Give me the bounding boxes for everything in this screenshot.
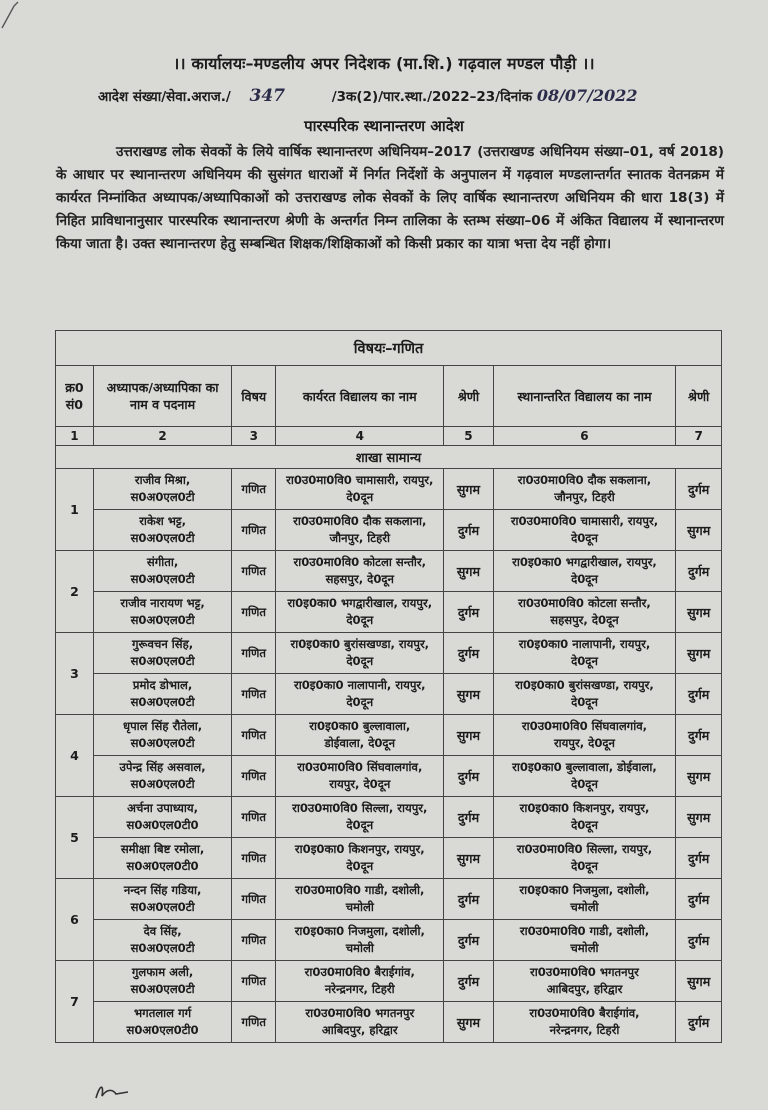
current-school-line: रा0इ0का0 भगद्वारीखाल, रायपुर,	[287, 596, 433, 610]
order-suffix: /3क(2)/पार.स्था./2022–23/दिनांक	[331, 89, 533, 105]
current-category-line: दुर्गम	[457, 891, 480, 907]
transfer-category-line: सुगम	[687, 809, 711, 825]
current-school-line: रा0इ0का0 बुल्लावाला,	[309, 719, 411, 733]
col-subject: विषय	[232, 366, 276, 427]
transfer-school-line: रा0उ0मा0वि0 सिल्ला, रायपुर,	[516, 842, 653, 856]
current-school-line: चमोली	[345, 941, 374, 955]
teacher-name-line: स0अ0एल0टी	[130, 490, 195, 504]
transfer-category	[676, 715, 722, 756]
teacher-name-line: भगतलाल गर्ग	[134, 1006, 192, 1020]
current-category	[444, 838, 493, 879]
col-num: 4	[276, 427, 444, 446]
teacher-name-line: स0अ0एल0टी	[130, 572, 195, 586]
serial-number-line: 7	[70, 994, 79, 1009]
teacher-name	[93, 838, 231, 879]
teacher-name-line: धृपाल सिंह रौतेला,	[122, 719, 203, 733]
order-number: 347	[249, 86, 285, 106]
current-school	[276, 961, 444, 1002]
subject-cell-line: गणित	[241, 481, 267, 496]
transfer-school-line: जौनपुर, टिहरी	[554, 490, 615, 504]
serial-number	[56, 469, 94, 551]
subject-cell-line: गणित	[241, 768, 267, 783]
order-body	[56, 141, 724, 256]
current-school-line: चमोली	[345, 900, 374, 914]
teacher-name-line: गुरूवचन सिंह,	[131, 637, 194, 651]
table-row	[56, 674, 722, 715]
transfer-school-line: चमोली	[570, 941, 599, 955]
transfer-school	[493, 838, 676, 879]
serial-number	[56, 879, 94, 961]
serial-number-line: 4	[70, 748, 79, 763]
current-school	[276, 797, 444, 838]
teacher-name	[93, 797, 231, 838]
office-header: ।। कार्यालयः–मण्डलीय अपर निदेशक (मा.शि.) गढ़वाल मण्डल पौड़ी ।।	[173, 54, 595, 73]
teacher-name-line: स0अ0एल0टी0	[126, 1023, 199, 1037]
subject-cell	[232, 633, 276, 674]
current-category-line: दुर्गम	[457, 768, 480, 784]
current-category	[444, 715, 493, 756]
teacher-name-line: स0अ0एल0टी	[130, 736, 195, 750]
teacher-name-line: संगीता,	[146, 555, 179, 569]
teacher-name	[93, 715, 231, 756]
teacher-name	[93, 633, 231, 674]
transfer-school	[493, 920, 676, 961]
current-school-line: दे0दून	[346, 859, 374, 873]
transfer-school	[493, 592, 676, 633]
current-school-line: रा0उ0मा0वि0 दौक सकलाना,	[293, 514, 427, 528]
transfer-category	[676, 920, 722, 961]
current-school-line: रा0उ0मा0वि0 सिल्ला, रायपुर,	[292, 801, 428, 815]
current-category-line: सुगम	[456, 727, 481, 743]
serial-number	[56, 961, 94, 1043]
current-school	[276, 633, 444, 674]
table-row	[56, 469, 722, 510]
teacher-name	[93, 469, 231, 510]
order-prefix: आदेश संख्या/सेवा.अराज./	[98, 89, 231, 105]
current-school-line: रा0उ0मा0वि0 कोटला सन्तौर,	[293, 555, 427, 569]
transfer-category-line: दुर्गम	[688, 1014, 710, 1030]
col-category: श्रेणी	[444, 366, 493, 427]
current-school-line: रा0इ0का0 निजमुला, दशोली,	[294, 924, 425, 938]
column-number-row	[56, 427, 722, 446]
col-transfer-category: श्रेणी	[676, 366, 722, 427]
current-school-line: रा0उ0मा0वि0 गाडी, दशोली,	[295, 883, 425, 897]
transfer-school-line: रा0इ0का0 बुल्लावाला, डोईवाला,	[512, 760, 657, 774]
current-school	[276, 551, 444, 592]
body-paragraph: उत्तराखण्ड लोक सेवकों के लिये वार्षिक स्थानान्तरण अधिनियम–2017 (उत्तराखण्ड अधिनियम संख्या–01, वर्ष 2018) के आधार पर स्थानान्तरण अधिनियम की सुसंगत धाराओं में निर्गत निर्देशों के अनुपालन में गढ़वाल मण्डलान्तर्गत स्नातक वेतनक्रम में कार्यरत निम्नांकित अध्यापक/अध्यापिकाओं को उत्तराखण्ड लोक सेवकों के लिए वार्षिक स्थानान्तरण अधिनियम की धारा 18(3) में निहित प्राविधानानुसार पारस्परिक स्थानान्तरण श्रेणी के अन्तर्गत निम्न तालिका के स्तम्भ संख्या–06 में अंकित विद्यालय में स्थानान्तरण किया जाता है। उक्त स्थानान्तरण हेतु सम्बन्धित शिक्षक/शिक्षिकाओं को किसी प्रकार का यात्रा भत्ता देय नहीं होगा।	[56, 144, 724, 252]
subject-cell-line: गणित	[241, 563, 267, 578]
subject-cell-line: गणित	[241, 727, 267, 742]
teacher-name-line: राजीव मिश्रा,	[134, 473, 191, 487]
teacher-name-line: स0अ0एल0टी	[130, 654, 195, 668]
transfer-category	[676, 879, 722, 920]
serial-number	[56, 715, 94, 797]
transfer-school-line: दे0दून	[571, 654, 598, 668]
teacher-name	[93, 756, 231, 797]
current-school	[276, 879, 444, 920]
transfer-school-line: सहसपुर, दे0दून	[550, 613, 619, 627]
transfer-school-line: दे0दून	[571, 531, 598, 545]
current-school	[276, 756, 444, 797]
teacher-name	[93, 592, 231, 633]
subject-cell	[232, 797, 276, 838]
branch-row	[56, 446, 722, 469]
col-transfer-school: स्थानान्तरित विद्यालय का नाम	[493, 366, 676, 427]
transfer-category	[676, 592, 722, 633]
transfer-school-line: रा0इ0का0 नालापानी, रायपुर,	[518, 637, 651, 651]
transfer-category-line: सुगम	[687, 604, 711, 620]
transfer-category-line: सुगम	[687, 522, 711, 538]
transfer-category	[676, 1002, 722, 1043]
transfer-category-line: दुर्गम	[688, 932, 710, 948]
col-serial: क्र0 सं0	[56, 366, 94, 427]
current-school-line: रा0इ0का0 किशनपुर, रायपुर,	[294, 842, 425, 856]
current-school-line: रायपुर, दे0दून	[329, 777, 391, 791]
serial-number-line: 2	[70, 584, 79, 599]
table-row	[56, 961, 722, 1002]
transfer-category-line: दुर्गम	[688, 686, 710, 702]
current-category	[444, 674, 493, 715]
subject-cell-line: गणित	[241, 850, 267, 865]
current-school	[276, 469, 444, 510]
subject-row	[56, 331, 722, 366]
subject-cell-line: गणित	[241, 686, 267, 701]
transfer-category-line: दुर्गम	[688, 850, 710, 866]
transfer-school-line: रा0इ0का0 निजमुला, दशोली,	[519, 883, 650, 897]
order-line	[98, 86, 768, 106]
subject-cell	[232, 510, 276, 551]
teacher-name-line: स0अ0एल0टी	[130, 900, 195, 914]
current-category-line: दुर्गम	[457, 604, 480, 620]
current-school-line: सहसपुर, दे0दून	[325, 572, 394, 586]
subject-title: विषयः–गणित	[56, 331, 722, 366]
transfer-category-line: सुगम	[687, 645, 711, 661]
subject-cell	[232, 674, 276, 715]
current-category	[444, 551, 493, 592]
transfer-school	[493, 797, 676, 838]
teacher-name-line: नन्दन सिंह गडिया,	[123, 883, 202, 897]
col-num: 3	[232, 427, 276, 446]
teacher-name-line: स0अ0एल0टी0	[126, 859, 199, 873]
current-category	[444, 879, 493, 920]
transfer-category	[676, 674, 722, 715]
teacher-name-line: राजीव नारायण भट्ट,	[120, 596, 205, 610]
teacher-name	[93, 961, 231, 1002]
teacher-name	[93, 879, 231, 920]
current-school-line: रा0उ0मा0वि0 बैराईगांव,	[304, 965, 415, 979]
current-school	[276, 674, 444, 715]
transfer-school	[493, 633, 676, 674]
current-category-line: दुर्गम	[457, 932, 480, 948]
transfer-school	[493, 879, 676, 920]
teacher-name-line: स0अ0एल0टी0	[126, 818, 199, 832]
subject-cell-line: गणित	[241, 1014, 267, 1029]
serial-number	[56, 551, 94, 633]
subject-cell-line: गणित	[241, 932, 267, 947]
current-category	[444, 469, 493, 510]
transfer-category	[676, 961, 722, 1002]
subject-cell	[232, 756, 276, 797]
transfer-school	[493, 469, 676, 510]
transfer-school-line: दे0दून	[571, 777, 598, 791]
current-category-line: दुर्गम	[457, 522, 480, 538]
teacher-name-line: स0अ0एल0टी	[130, 695, 195, 709]
teacher-name-line: प्रमोद डोभाल,	[132, 678, 193, 692]
order-title: पारस्परिक स्थानान्तरण आदेश	[304, 117, 464, 135]
table-row	[56, 633, 722, 674]
current-category-line: दुर्गम	[457, 973, 480, 989]
teacher-name-line: स0अ0एल0टी	[130, 777, 195, 791]
subject-cell-line: गणित	[241, 645, 267, 660]
transfer-school	[493, 1002, 676, 1043]
table-row	[56, 756, 722, 797]
transfer-school-line: आबिदपुर, हरिद्वार	[546, 982, 623, 996]
current-category	[444, 633, 493, 674]
current-school	[276, 920, 444, 961]
current-category	[444, 756, 493, 797]
transfer-school	[493, 510, 676, 551]
teacher-name	[93, 510, 231, 551]
current-school-line: डोईवाला, दे0दून	[324, 736, 396, 750]
transfer-school-line: रा0उ0मा0वि0 सिंघवालगांव,	[521, 719, 648, 733]
subject-cell-line: गणित	[241, 604, 267, 619]
transfer-school-line: रा0उ0मा0वि0 चामासारी, रायपुर,	[510, 514, 659, 528]
current-school-line: रा0इ0का0 नालापानी, रायपुर,	[294, 678, 426, 692]
serial-number-line: 6	[70, 912, 79, 927]
current-category	[444, 592, 493, 633]
table-row	[56, 879, 722, 920]
transfer-school-line: दे0दून	[571, 859, 598, 873]
current-school	[276, 838, 444, 879]
transfer-school-line: रायपुर, दे0दून	[553, 736, 615, 750]
signature-mark	[92, 1080, 132, 1104]
table-row	[56, 715, 722, 756]
transfer-school	[493, 715, 676, 756]
current-school-line: रा0उ0मा0वि0 सिंघवालगांव,	[297, 760, 423, 774]
current-school-line: दे0दून	[346, 818, 374, 832]
subject-cell	[232, 715, 276, 756]
serial-number-line: 3	[70, 666, 79, 681]
current-category-line: सुगम	[456, 481, 481, 497]
transfer-category	[676, 469, 722, 510]
subject-cell	[232, 1002, 276, 1043]
teacher-name-line: राकेश भट्ट,	[139, 514, 186, 528]
transfer-school-line: रा0उ0मा0वि0 दौक सकलाना,	[517, 473, 652, 487]
transfer-category	[676, 838, 722, 879]
col-num: 6	[493, 427, 676, 446]
transfer-category	[676, 756, 722, 797]
current-category	[444, 961, 493, 1002]
subject-cell-line: गणित	[241, 891, 267, 906]
transfer-school-line: दे0दून	[571, 818, 598, 832]
transfer-school-line: रा0उ0मा0वि0 गाडी, दशोली,	[519, 924, 650, 938]
table-row	[56, 838, 722, 879]
current-school-line: दे0दून	[346, 695, 374, 709]
transfer-table	[55, 330, 722, 1043]
current-category-line: दुर्गम	[457, 645, 480, 661]
transfer-category-line: सुगम	[687, 768, 711, 784]
transfer-school-line: रा0इ0का0 किशनपुर, रायपुर,	[519, 801, 650, 815]
transfer-school	[493, 961, 676, 1002]
subject-cell-line: गणित	[241, 809, 267, 824]
current-school	[276, 510, 444, 551]
subject-cell	[232, 920, 276, 961]
col-num: 7	[676, 427, 722, 446]
serial-number-line: 5	[70, 830, 79, 845]
transfer-category	[676, 551, 722, 592]
teacher-name-line: अर्चना उपाध्याय,	[127, 801, 199, 815]
teacher-name-line: देव सिंह,	[143, 924, 182, 938]
transfer-school	[493, 551, 676, 592]
transfer-school-line: रा0इ0का0 बुरांसखण्डा, रायपुर,	[515, 678, 654, 692]
col-num: 5	[444, 427, 493, 446]
current-category-line: सुगम	[456, 563, 481, 579]
current-category-line: सुगम	[456, 686, 481, 702]
pen-mark	[0, 0, 28, 30]
subject-cell-line: गणित	[241, 522, 267, 537]
teacher-name-line: स0अ0एल0टी	[130, 982, 195, 996]
transfer-category-line: दुर्गम	[688, 891, 710, 907]
current-school-line: आबिदपुर, हरिद्वार	[321, 1023, 398, 1037]
transfer-category-line: दुर्गम	[688, 563, 710, 579]
subject-cell	[232, 551, 276, 592]
current-category	[444, 510, 493, 551]
transfer-category-line: दुर्गम	[688, 727, 710, 743]
transfer-category	[676, 510, 722, 551]
transfer-school-line: रा0उ0मा0वि0 बैराईगांव,	[529, 1006, 640, 1020]
teacher-name-line: स0अ0एल0टी	[130, 531, 195, 545]
order-date: 08/07/2022	[536, 86, 638, 105]
col-num: 2	[93, 427, 231, 446]
teacher-name-line: स0अ0एल0टी	[130, 613, 195, 627]
teacher-name-line: समीक्षा बिष्ट रमोला,	[120, 842, 205, 856]
transfer-school-line: रा0उ0मा0वि0 भगतनपुर	[530, 965, 639, 979]
current-category	[444, 920, 493, 961]
table-row	[56, 1002, 722, 1043]
transfer-school-line: रा0उ0मा0वि0 कोटला सन्तौर,	[518, 596, 651, 610]
teacher-name	[93, 1002, 231, 1043]
subject-cell	[232, 838, 276, 879]
current-category	[444, 1002, 493, 1043]
col-num: 1	[56, 427, 94, 446]
current-school-line: रा0उ0मा0वि0 चामासारी, रायपुर,	[286, 473, 434, 487]
current-category-line: सुगम	[456, 850, 481, 866]
current-school	[276, 715, 444, 756]
branch-title: शाखा सामान्य	[56, 446, 722, 469]
current-school-line: रा0इ0का0 बुरांसखण्डा, रायपुर,	[290, 637, 430, 651]
table-row	[56, 551, 722, 592]
col-teacher: अध्यापक/अध्यापिका का नाम व पदनाम	[93, 366, 231, 427]
teacher-name-line: उपेन्द्र सिंह असवाल,	[119, 760, 206, 774]
current-school	[276, 1002, 444, 1043]
current-category-line: दुर्गम	[457, 809, 480, 825]
current-school-line: दे0दून	[346, 490, 374, 504]
transfer-category	[676, 633, 722, 674]
subject-cell	[232, 469, 276, 510]
table-row	[56, 920, 722, 961]
current-school-line: रा0उ0मा0वि0 भगतनपुर	[305, 1006, 415, 1020]
teacher-name	[93, 674, 231, 715]
transfer-school-line: दे0दून	[571, 572, 598, 586]
table-row	[56, 797, 722, 838]
current-category-line: सुगम	[456, 1014, 481, 1030]
transfer-school-line: चमोली	[570, 900, 599, 914]
subject-cell-line: गणित	[241, 973, 267, 988]
current-school-line: दे0दून	[346, 613, 374, 627]
transfer-school	[493, 674, 676, 715]
serial-number-line: 1	[70, 502, 79, 517]
serial-number	[56, 797, 94, 879]
current-school-line: दे0दून	[346, 654, 374, 668]
transfer-school-line: रा0इ0का0 भगद्वारीखाल, रायपुर,	[512, 555, 657, 569]
teacher-name-line: स0अ0एल0टी	[130, 941, 195, 955]
subject-cell	[232, 961, 276, 1002]
current-school-line: नरेन्द्रनगर, टिहरी	[324, 982, 395, 996]
transfer-school-line: नरेन्द्रनगर, टिहरी	[549, 1023, 620, 1037]
teacher-name	[93, 551, 231, 592]
col-current-school: कार्यरत विद्यालय का नाम	[276, 366, 444, 427]
current-school	[276, 592, 444, 633]
subject-cell	[232, 592, 276, 633]
subject-cell	[232, 879, 276, 920]
teacher-name	[93, 920, 231, 961]
current-school-line: जौनपुर, टिहरी	[329, 531, 391, 545]
table-row	[56, 510, 722, 551]
transfer-category-line: सुगम	[687, 973, 711, 989]
transfer-school-line: दे0दून	[571, 695, 598, 709]
table-row	[56, 592, 722, 633]
header-row	[56, 366, 722, 427]
transfer-category	[676, 797, 722, 838]
serial-number	[56, 633, 94, 715]
current-category	[444, 797, 493, 838]
teacher-name-line: गुलफाम अली,	[131, 965, 194, 979]
transfer-category-line: दुर्गम	[688, 481, 710, 497]
transfer-school	[493, 756, 676, 797]
